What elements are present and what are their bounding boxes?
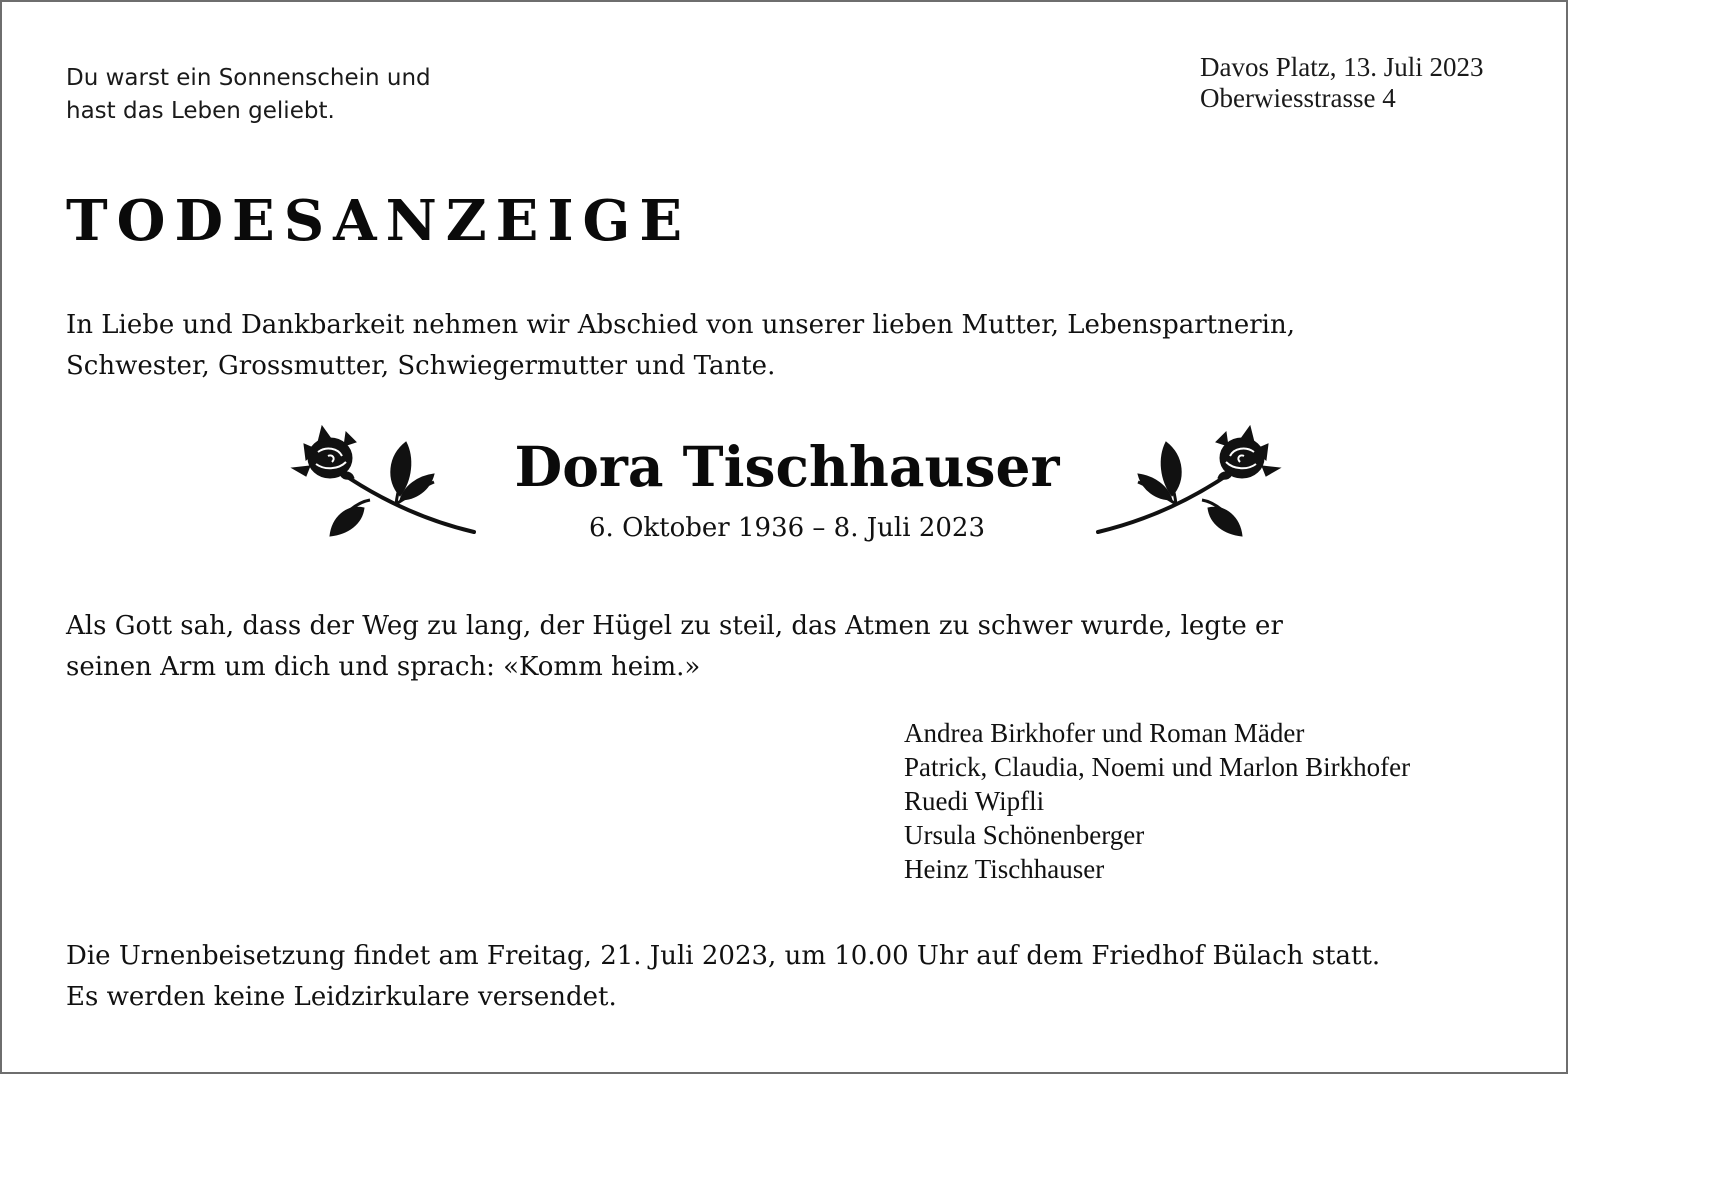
notice-line-2: Es werden keine Leidzirkulare versendet.: [66, 982, 617, 1012]
place-date-line: Davos Platz, 13. Juli 2023: [1200, 52, 1484, 82]
rose-icon: [1094, 420, 1284, 540]
mourners-list: [904, 716, 1410, 886]
mourner-item: Ursula Schönenberger: [904, 820, 1145, 850]
mourner-item: Ruedi Wipfli: [904, 786, 1045, 816]
mourner-item: Patrick, Claudia, Noemi und Marlon Birkhofer: [904, 752, 1411, 782]
mourner-item: Andrea Birkhofer und Roman Mäder: [904, 718, 1305, 748]
page-title: TODESANZEIGE: [66, 188, 692, 254]
intro-line-1: In Liebe und Dankbarkeit nehmen wir Abschied von unserer lieben Mutter, Lebenspartnerin,: [66, 310, 1295, 340]
life-dates: 6. Oktober 1936 – 8. Juli 2023: [589, 513, 985, 543]
mourner-item: Heinz Tischhauser: [904, 854, 1105, 884]
address-line: Oberwiesstrasse 4: [1200, 83, 1396, 113]
deceased-name: Dora Tischhauser: [514, 434, 1060, 499]
verse-line-2: seinen Arm um dich und sprach: «Komm heim.»: [66, 652, 701, 682]
verse-line-1: Als Gott sah, dass der Weg zu lang, der Hügel zu steil, das Atmen zu schwer wurde, legte er: [66, 611, 1283, 641]
motto-line-1: Du warst ein Sonnenschein und: [66, 65, 431, 91]
verse-text: [66, 606, 1526, 688]
burial-notice: [66, 936, 1546, 1018]
motto: [66, 62, 431, 128]
intro-line-2: Schwester, Grossmutter, Schwiegermutter und Tante.: [66, 351, 776, 381]
intro-text: [66, 305, 1526, 387]
place-and-date: [1200, 52, 1484, 114]
motto-line-2: hast das Leben geliebt.: [66, 98, 335, 124]
notice-line-1: Die Urnenbeisetzung findet am Freitag, 21. Juli 2023, um 10.00 Uhr auf dem Friedhof Bülach statt.: [66, 941, 1381, 971]
